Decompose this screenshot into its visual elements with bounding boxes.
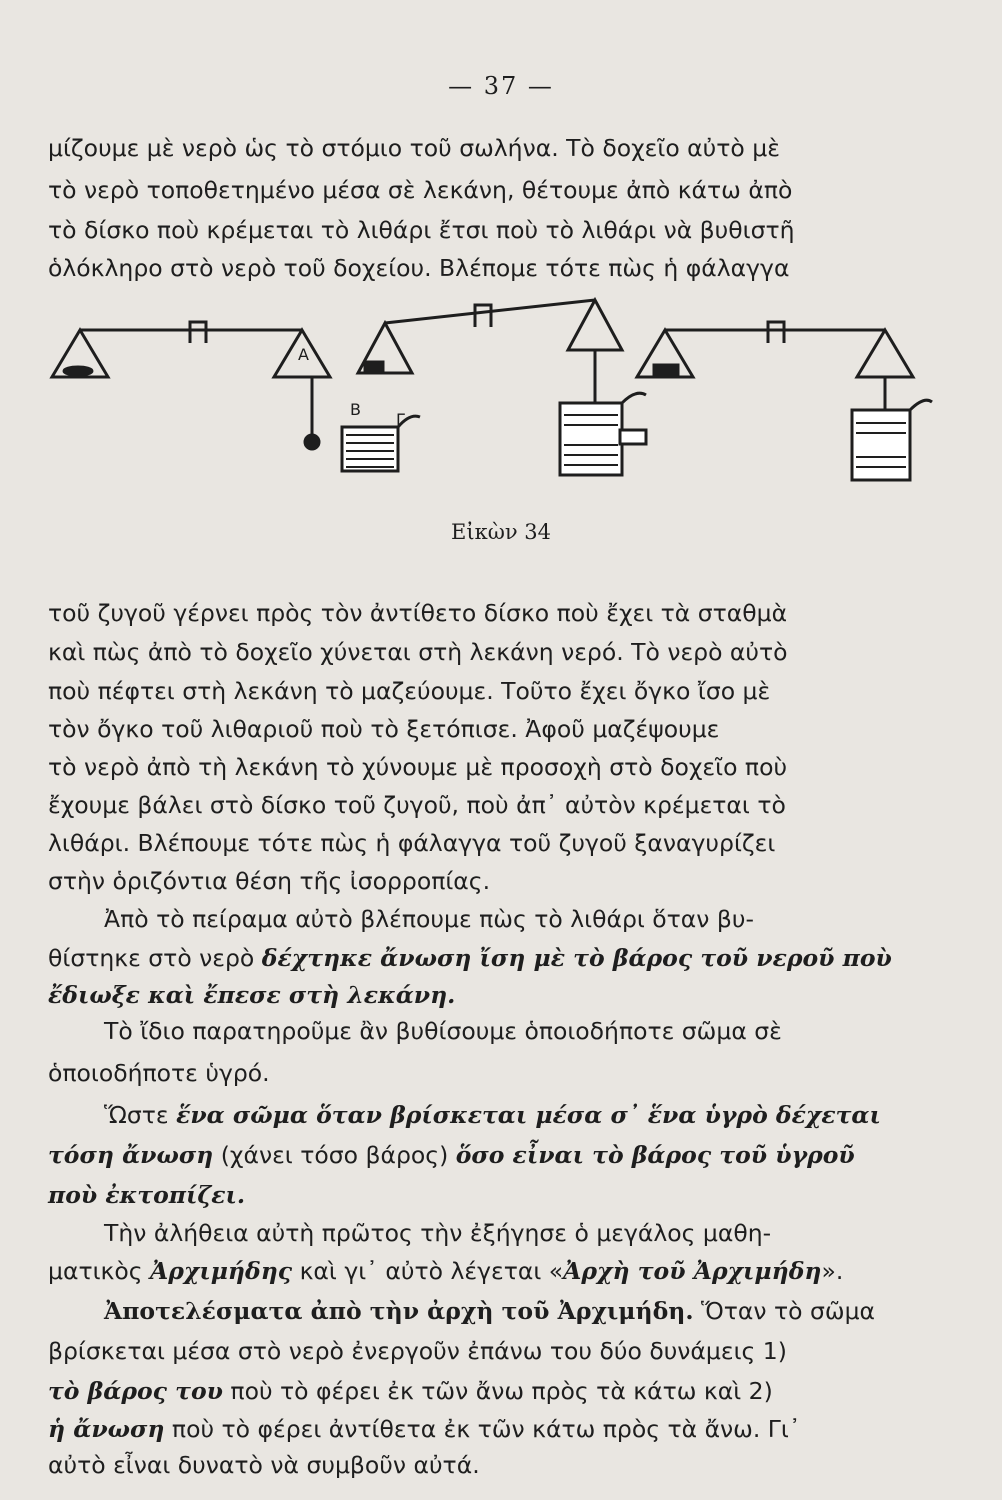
text-span: ματικὸς bbox=[48, 1257, 151, 1285]
text-line bbox=[104, 1100, 938, 1130]
emphasis-text: τόση ἄνωση bbox=[48, 1141, 214, 1169]
emphasis-line: ποὺ ἐκτοπίζει. bbox=[48, 1181, 246, 1209]
text-span: Ὅταν τὸ σῶμα bbox=[693, 1297, 876, 1325]
page-number: — 37 — bbox=[448, 72, 554, 100]
text-line: ὁλόκληρο στὸ νερὸ τοῦ δοχείου. Βλέπομε τότε πὼς ἡ φάλαγγα bbox=[48, 254, 790, 282]
text-line: ποὺ πέφτει στὴ λεκάνη τὸ μαζεύουμε. Τοῦτο ἔχει ὄγκο ἴσο μὲ bbox=[48, 677, 771, 705]
text-line bbox=[48, 943, 938, 973]
text-line: τοῦ ζυγοῦ γέρνει πρὸς τὸν ἀντίθετο δίσκο ποὺ ἔχει τὰ σταθμὰ bbox=[48, 599, 788, 627]
text-span: ποὺ τὸ φέρει ἀντίθετα ἐκ τῶν κάτω πρὸς τὰ ἄνω. Γι᾽ bbox=[164, 1415, 801, 1443]
text-span: ποὺ τὸ φέρει ἐκ τῶν ἄνω πρὸς τὰ κάτω καὶ 2) bbox=[222, 1377, 773, 1405]
text-line: Τὸ ἴδιο παρατηροῦμε ἂν βυθίσουμε ὁποιοδήποτε σῶμα σὲ bbox=[104, 1017, 782, 1045]
text-line: μίζουμε μὲ νερὸ ὡς τὸ στόμιο τοῦ σωλήνα. Τὸ δοχεῖο αὐτὸ μὲ bbox=[48, 134, 780, 162]
label-b: Β bbox=[350, 400, 361, 419]
emphasis-line: ἔδιωξε καὶ ἔπεσε στὴ λεκάνη. bbox=[48, 981, 456, 1009]
text-line: τὸ νερὸ ἀπὸ τὴ λεκάνη τὸ χύνουμε μὲ προσοχὴ στὸ δοχεῖο ποὺ bbox=[48, 753, 788, 781]
emphasis-text: τὸ βάρος του bbox=[48, 1377, 223, 1405]
emphasis-text: ἡ ἄνωση bbox=[48, 1415, 165, 1443]
text-line: ὁποιοδήποτε ὑγρό. bbox=[48, 1059, 270, 1087]
text-span: ». bbox=[821, 1257, 844, 1285]
label-a: Α bbox=[298, 345, 309, 364]
text-line: καὶ πὼς ἀπὸ τὸ δοχεῖο χύνεται στὴ λεκάνη νερό. Τὸ νερὸ αὐτὸ bbox=[48, 638, 788, 666]
text-span: Ὥστε bbox=[104, 1101, 177, 1129]
text-line: λιθάρι. Βλέπουμε τότε πὼς ἡ φάλαγγα τοῦ ζυγοῦ ξαναγυρίζει bbox=[48, 829, 776, 857]
balance-experiment-figure bbox=[40, 285, 950, 495]
text-line: τὸ νερὸ τοποθετημένο μέσα σὲ λεκάνη, θέτουμε ἀπὸ κάτω ἀπὸ bbox=[48, 176, 793, 204]
balance-scale-2 bbox=[358, 300, 646, 475]
text-span: καὶ γι᾽ αὐτὸ λέγεται « bbox=[292, 1257, 564, 1285]
balance-scale-3 bbox=[637, 322, 932, 480]
text-line bbox=[48, 1256, 938, 1286]
text-line: βρίσκεται μέσα στὸ νερὸ ἐνεργοῦν ἐπάνω του δύο δυνάμεις 1) bbox=[48, 1337, 787, 1365]
text-line bbox=[48, 1140, 938, 1170]
text-line: Τὴν ἀλήθεια αὐτὴ πρῶτος τὴν ἐξήγησε ὁ μεγάλος μαθη- bbox=[104, 1219, 772, 1247]
emphasis-text: ὅσο εἶναι τὸ βάρος τοῦ ὑγροῦ bbox=[455, 1141, 855, 1169]
text-line bbox=[48, 1414, 938, 1444]
label-g: Γ bbox=[396, 410, 405, 429]
text-line bbox=[104, 1296, 938, 1326]
text-line: Ἀπὸ τὸ πείραμα αὐτὸ βλέπουμε πὼς τὸ λιθάρι ὅταν βυ- bbox=[104, 905, 754, 933]
emphasis-text: Ἀρχιμήδης bbox=[150, 1257, 293, 1285]
text-line: τὸν ὄγκο τοῦ λιθαριοῦ ποὺ τὸ ξετόπισε. Ἀφοῦ μαζέψουμε bbox=[48, 715, 720, 743]
emphasis-text: ἕνα σῶμα ὅταν βρίσκεται μέσα σ᾽ ἕνα ὑγρὸ δέχεται bbox=[176, 1101, 881, 1129]
balance-scale-1 bbox=[52, 322, 420, 471]
text-span: θίστηκε στὸ νερὸ bbox=[48, 944, 262, 972]
figure-caption: Εἰκὼν 34 bbox=[451, 520, 551, 544]
text-span: (χάνει τόσο βάρος) bbox=[213, 1141, 456, 1169]
section-heading: Ἀποτελέσματα ἀπὸ τὴν ἀρχὴ τοῦ Ἀρχιμήδη. bbox=[104, 1297, 694, 1325]
text-line: τὸ δίσκο ποὺ κρέμεται τὸ λιθάρι ἔτσι ποὺ τὸ λιθάρι νὰ βυθιστῆ bbox=[48, 216, 795, 244]
emphasis-text: Ἀρχὴ τοῦ Ἀρχιμήδη bbox=[563, 1257, 822, 1285]
text-line: αὐτὸ εἶναι δυνατὸ νὰ συμβοῦν αὐτά. bbox=[48, 1451, 480, 1479]
text-line: ἔχουμε βάλει στὸ δίσκο τοῦ ζυγοῦ, ποὺ ἀπ᾽ αὐτὸν κρέμεται τὸ bbox=[48, 791, 786, 819]
text-line: στὴν ὁριζόντια θέση τῆς ἰσορροπίας. bbox=[48, 867, 491, 895]
emphasis-text: δέχτηκε ἄνωση ἴση μὲ τὸ βάρος τοῦ νεροῦ ποὺ bbox=[261, 944, 892, 972]
text-line bbox=[48, 1376, 938, 1406]
